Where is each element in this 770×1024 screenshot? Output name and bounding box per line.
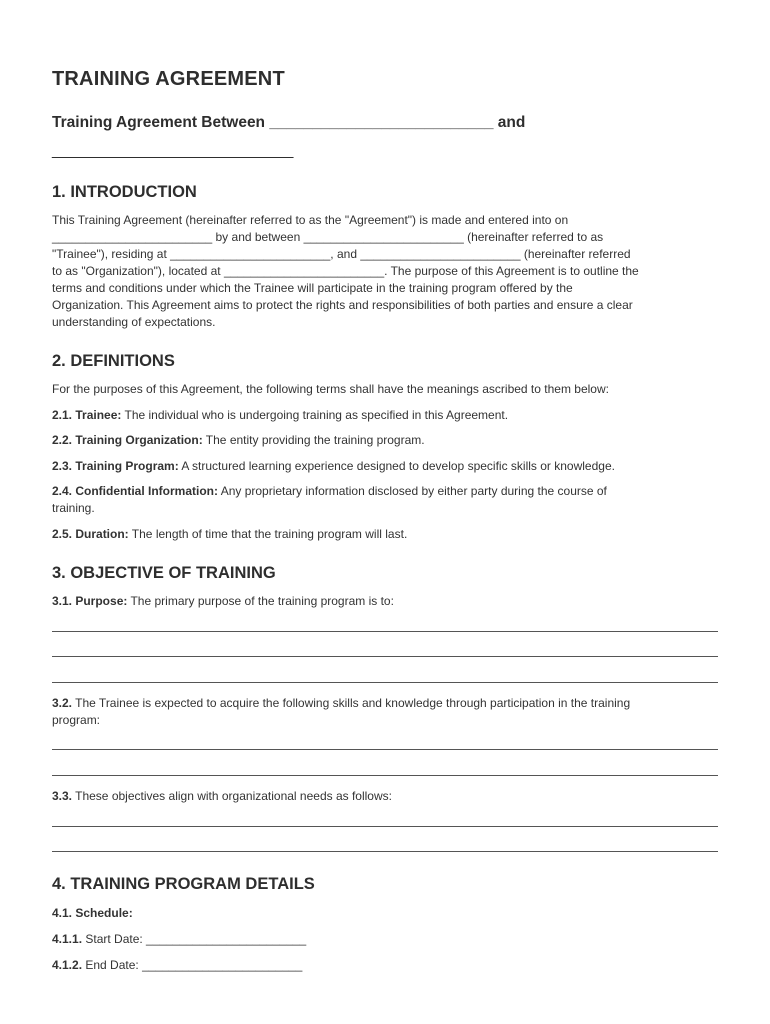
purpose-blank-line[interactable] (52, 631, 718, 632)
definition-item (52, 407, 508, 424)
definition-item (52, 458, 615, 475)
skills-term: 3.2. (52, 696, 73, 710)
definition-item (52, 483, 607, 500)
intro-line-3: "Trainee"), residing at ________________________, and ________________________ (hereinafter referred (52, 247, 631, 261)
skills-blank-line[interactable] (52, 749, 718, 750)
definition-item-continued: training. (52, 501, 95, 515)
intro-line-1: This Training Agreement (hereinafter referred to as the "Agreement") is made and entered into on (52, 213, 569, 227)
purpose-blank-line[interactable] (52, 682, 718, 683)
section-heading-definitions: 2. DEFINITIONS (52, 352, 175, 370)
definition-term: 2.2. Training Organization: (52, 433, 203, 447)
end-date-term: 4.1.2. (52, 958, 83, 972)
definition-term: 2.3. Training Program: (52, 459, 179, 473)
objective-skills-continued: program: (52, 713, 101, 727)
agreement-parties-line: Training Agreement Between __________________________ and (52, 114, 526, 131)
purpose-text: The primary purpose of the training program is to: (127, 594, 394, 608)
intro-line-6: Organization. This Agreement aims to protect the rights and responsibilities of both parties and ensure a clear (52, 298, 633, 312)
alignment-blank-line[interactable] (52, 826, 718, 827)
definition-term: 2.5. Duration: (52, 527, 129, 541)
objective-alignment (52, 788, 392, 805)
definition-item (52, 526, 407, 543)
skills-blank-line[interactable] (52, 775, 718, 776)
section-heading-introduction: 1. INTRODUCTION (52, 183, 197, 201)
intro-line-5: terms and conditions under which the Trainee will participate in the training program offered by the (52, 281, 573, 295)
agreement-parties-line-2: ____________________________ (52, 142, 294, 159)
schedule-label: 4.1. Schedule: (52, 906, 133, 920)
alignment-blank-line[interactable] (52, 851, 718, 852)
end-date-field[interactable] (52, 957, 302, 974)
start-date-term: 4.1.1. (52, 932, 83, 946)
definition-text: A structured learning experience designed to develop specific skills or knowledge. (178, 459, 615, 473)
start-date-text: Start Date: ________________________ (82, 932, 307, 946)
purpose-blank-line[interactable] (52, 656, 718, 657)
alignment-text: These objectives align with organizational needs as follows: (72, 789, 392, 803)
start-date-field[interactable] (52, 931, 306, 948)
skills-text: The Trainee is expected to acquire the following skills and knowledge through participation in the training (72, 696, 631, 710)
document-title: TRAINING AGREEMENT (52, 68, 285, 90)
definition-text: The entity providing the training program. (202, 433, 425, 447)
definition-term: 2.4. Confidential Information: (52, 484, 219, 498)
intro-line-7: understanding of expectations. (52, 315, 216, 329)
definition-text: The individual who is undergoing training as specified in this Agreement. (121, 408, 509, 422)
definitions-intro: For the purposes of this Agreement, the following terms shall have the meanings ascribed to them below: (52, 382, 609, 396)
purpose-term: 3.1. Purpose: (52, 594, 128, 608)
definition-text: The length of time that the training program will last. (128, 527, 408, 541)
objective-skills (52, 695, 630, 712)
definition-term: 2.1. Trainee: (52, 408, 122, 422)
section-heading-objective: 3. OBJECTIVE OF TRAINING (52, 564, 276, 582)
definition-text: Any proprietary information disclosed by either party during the course of (218, 484, 607, 498)
objective-purpose (52, 593, 394, 610)
section-heading-program-details: 4. TRAINING PROGRAM DETAILS (52, 875, 315, 893)
alignment-term: 3.3. (52, 789, 73, 803)
end-date-text: End Date: ________________________ (82, 958, 303, 972)
intro-line-4: to as "Organization"), located at ________________________. The purpose of this Agreement is to outline the (52, 264, 639, 278)
definition-item (52, 432, 425, 449)
intro-line-2: ________________________ by and between ________________________ (hereinafter referred to as (52, 230, 604, 244)
